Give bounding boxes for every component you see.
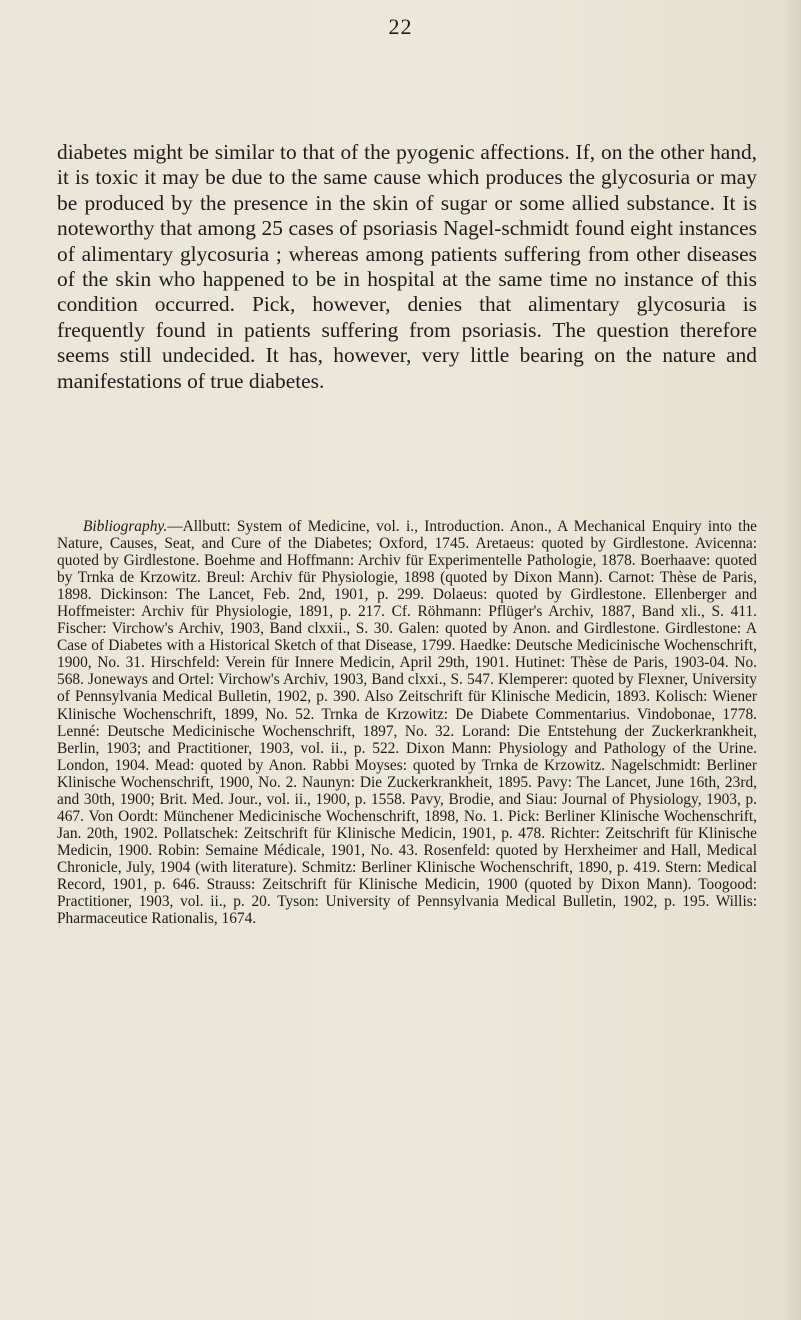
body-paragraph: diabetes might be similar to that of the pyogenic affections. If, on the other hand, it is toxic it may be due to the same cause which produces the glycosuria or may be produced by the presence in the skin of sugar or some allied substance. It is noteworthy that among 25 cases of psoriasis Nagel-schmidt found eight instances of alimentary glycosuria ; whereas among patients suffering from other diseases of the skin who happened to be in hospital at the same time no instance of this condition occurred. Pick, however, denies that alimentary glycosuria is frequently found in patients suffering from psoriasis. The question therefore seems still undecided. It has, however, very little bearing on the nature and manifestations of true diabetes. bbox=[57, 140, 757, 393]
bibliography-heading: Bibliography. bbox=[83, 518, 168, 535]
page-edge-shadow bbox=[781, 0, 801, 1320]
bibliography-text: —Allbutt: System of Medicine, vol. i., Introduction. Anon., A Mechanical Enquiry into the Nature, Causes, Seat, and Cure of the Diabetes; Oxford, 1745. Aretaeus: quoted by Girdlestone. Avicenna: quoted by Girdlestone. Boehme and Hoffmann: Archiv für Experimentelle Pathologie, 1878. Boerhaave: quoted by Trnka de Krzowitz. Breul: Archiv für Physiologie, 1898 (quoted by Dixon Mann). Carnot: Thèse de Paris, 1898. Dickinson: The Lancet, Feb. 2nd, 1901, p. 299. Dolaeus: quoted by Girdlestone. Ellenberger and Hoffmeister: Archiv für Physiologie, 1891, p. 217. Cf. Röhmann: Pflüger's Archiv, 1887, Band xli., S. 411. Fischer: Virchow's Archiv, 1903, Band clxxii., S. 30. Galen: quoted by Anon. and Girdlestone. Girdlestone: A Case of Diabetes with a Historical Sketch of that Disease, 1799. Haedke: Deutsche Medicinische Wochenschrift, 1900, No. 31. Hirschfeld: Verein für Innere Medicin, April 29th, 1901. Hutinet: Thèse de Paris, 1903-04. No. 568. Joneways and Ortel: Virchow's Archiv, 1903, Band clxxi., S. 547. Klemperer: quoted by Flexner, University of Pennsylvania Medical Bulletin, 1902, p. 390. Also Zeitschrift für Klinische Medicin, 1893. Kolisch: Wiener Klinische Wochenschrift, 1899, No. 52. Trnka de Krzowitz: De Diabete Commentarius. Vindobonae, 1778. Lenné: Deutsche Medicinische Wochenschrift, 1897, No. 32. Lorand: Die Entstehung der Zuckerkrankheit, Berlin, 1903; and Practitioner, 1903, vol. ii., p. 522. Dixon Mann: Physiology and Pathology of the Urine. London, 1904. Mead: quoted by Anon. Rabbi Moyses: quoted by Trnka de Krzowitz. Nagelschmidt: Berliner Klinische Wochenschrift, 1900, No. 2. Naunyn: Die Zuckerkrankheit, 1895. Pavy: The Lancet, June 16th, 23rd, and 30th, 1900; Brit. Med. Jour., vol. ii., 1900, p. 1558. Pavy, Brodie, and Siau: Journal of Physiology, 1903, p. 467. Von Oordt: Münchener Medicinische Wochenschrift, 1898, No. 1. Pick: Berliner Klinische Wochenschrift, Jan. 20th, 1902. Pollatschek: Zeitschrift für Klinische Medicin, 1901, p. 478. Richter: Zeitschrift für Klinische Medicin, 1900. Robin: Semaine Médicale, 1901, No. 43. Rosenfeld: quoted by Herxheimer and Hall, Medical Chronicle, July, 1904 (with literature). Schmitz: Berliner Klinische Wochenschrift, 1890, p. 419. Stern: Medical Record, 1901, p. 646. Strauss: Zeitschrift für Klinische Medicin, 1900 (quoted by Dixon Mann). Toogood: Practitioner, 1903, vol. ii., p. 20. Tyson: University of Pennsylvania Medical Bulletin, 1902, p. 195. Willis: Pharmaceutice Rationalis, 1674. bbox=[57, 518, 757, 928]
bibliography-paragraph bbox=[57, 518, 757, 927]
page-number: 22 bbox=[388, 14, 413, 39]
